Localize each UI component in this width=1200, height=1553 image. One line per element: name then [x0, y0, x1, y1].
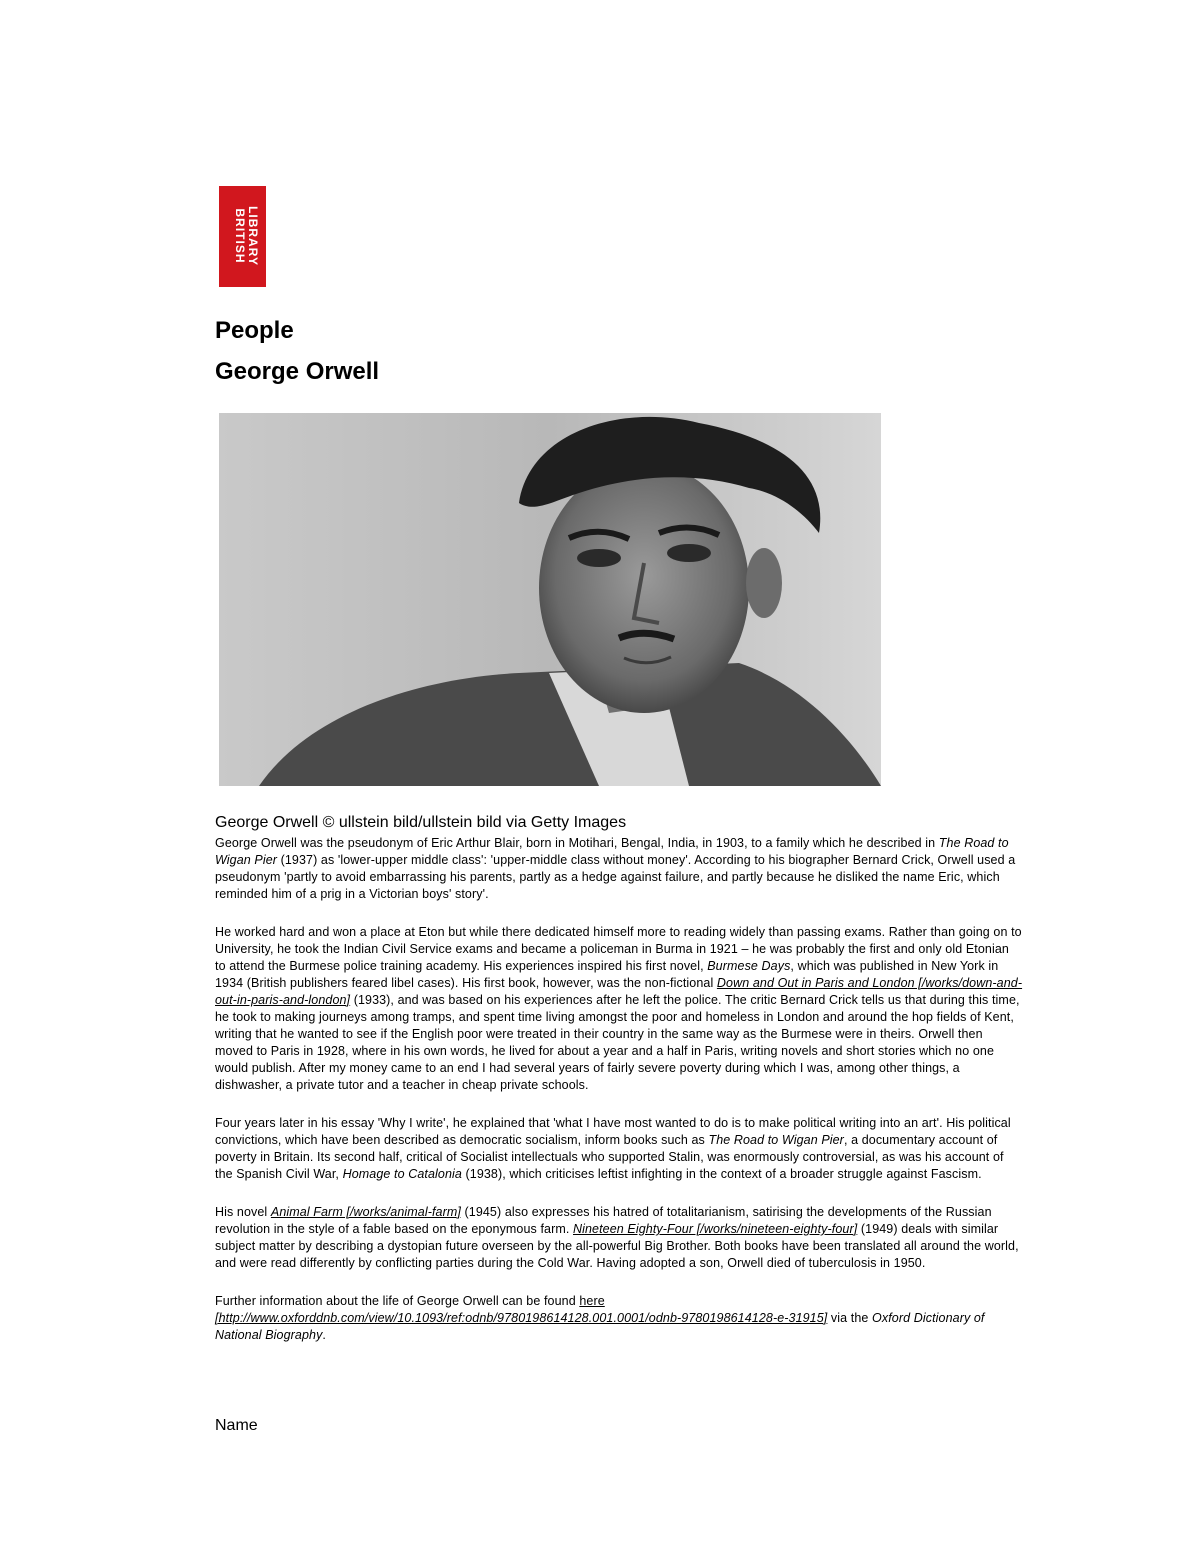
name-label: Name — [215, 1417, 258, 1434]
paragraph-1: George Orwell was the pseudonym of Eric Arthur Blair, born in Motihari, Bengal, India, in 1903, to a family which he described in The Road to Wigan Pier (1937) as 'lower-upper middle class': 'upper-middle class without money'. According to his biographer Bernard Crick, Orwell used a pseudonym 'partly to avoid embarrassing his parents, partly as a hedge against failure, and partly because he disliked the name Eric, which reminded him of a prig in a Victorian boys' story'. — [215, 836, 1016, 901]
paragraph-3: Four years later in his essay 'Why I write', he explained that 'what I have most wanted to do is to make political writing into an art'. His political convictions, which have been described as democratic socialism, inform books such as The Road to Wigan Pier, a documentary account of poverty in Britain. Its second half, critical of Socialist intellectuals who supported Stalin, was enormously controversial, as was his account of the Spanish Civil War, Homage to Catalonia (1938), which criticises leftist infighting in the context of a broader struggle against Fascism. — [215, 1116, 1011, 1181]
portrait-photo-image — [219, 413, 881, 786]
paragraph-5: Further information about the life of George Orwell can be found here [http://www.oxforddnb.com/view/10.1093/ref:odnb/9780198614128.001.0001/odnb-9780198614128-e-31915] via the Oxford Dictionary of National Biography. — [215, 1294, 985, 1342]
link-nineteen-eighty-four[interactable]: Nineteen Eighty-Four [/works/nineteen-eighty-four] — [573, 1222, 858, 1236]
book-title: The Road to Wigan Pier — [708, 1133, 844, 1147]
page-title: George Orwell — [215, 358, 380, 385]
paragraph-4: His novel Animal Farm [/works/animal-farm] (1945) also expresses his hatred of totalitarianism, satirising the developments of the Russian revolution in the style of a fable based on the eponymous farm. Nineteen Eighty-Four [/works/nineteen-eighty-four] (1949) deals with similar subject matter by describing a dystopian future overseen by the all-powerful Big Brother. Both books have been translated all around the world, and were read differently by conflicting parties during the Cold War. Having adopted a son, Orwell died of tuberculosis in 1950. — [215, 1205, 1019, 1270]
book-title: The Road to Wigan Pier — [215, 836, 1009, 867]
link-oxforddnb-url[interactable]: [http://www.oxforddnb.com/view/10.1093/ref:odnb/9780198614128.001.0001/odnb-9780198614128-e-31915] — [215, 1311, 828, 1325]
british-library-logo-mark — [219, 186, 266, 287]
paragraph-2: He worked hard and won a place at Eton but while there dedicated himself more to reading widely than passing exams. Rather than going on to University, he took the Indian Civil Service exams and became a policeman in Burma in 1921 – he was probably the first and only old Etonian to attend the Burmese police training academy. His experiences inspired his first novel, Burmese Days, which was published in New York in 1934 (British publishers feared libel cases). His first book, however, was the non-fictional Down and Out in Paris and London [/works/down-and-out-in-paris-and-london] (1933), and was based on his experiences after he left the police. The critic Bernard Crick tells us that during this time, he took to making journeys among tramps, and spent time living amongst the poor and homeless in London and around the hop fields of Kent, writing that he wanted to see if the English poor were treated in their country in the same way as the Burmese were in theirs. Orwell then moved to Paris in 1928, where in his own words, he lived for about a year and a half in Paris, writing novels and short stories which no one would publish. After my money came to an end I had several years of fairly severe poverty during which I was, among other things, a dishwasher, a private tutor and a teacher in cheap private schools. — [215, 925, 1023, 1092]
link-animal-farm[interactable]: Animal Farm [/works/animal-farm] — [270, 1205, 461, 1219]
article-body — [215, 835, 1023, 1365]
logo-line-library: LIBRARY — [246, 206, 260, 266]
book-title: Homage to Catalonia — [342, 1167, 462, 1181]
link-here[interactable]: here — [579, 1294, 605, 1308]
link-down-and-out[interactable]: Down and Out in Paris and London [/works/down-and-out-in-paris-and-london] — [215, 976, 1023, 1007]
portrait-photo — [219, 413, 881, 786]
british-library-logo[interactable] — [219, 186, 266, 287]
logo-line-british: BRITISH — [233, 208, 247, 264]
book-title: Burmese Days — [707, 959, 791, 973]
dictionary-title: Oxford Dictionary of National Biography — [215, 1311, 985, 1342]
section-label: People — [215, 317, 294, 344]
photo-caption: George Orwell © ullstein bild/ullstein bild via Getty Images — [215, 814, 627, 831]
